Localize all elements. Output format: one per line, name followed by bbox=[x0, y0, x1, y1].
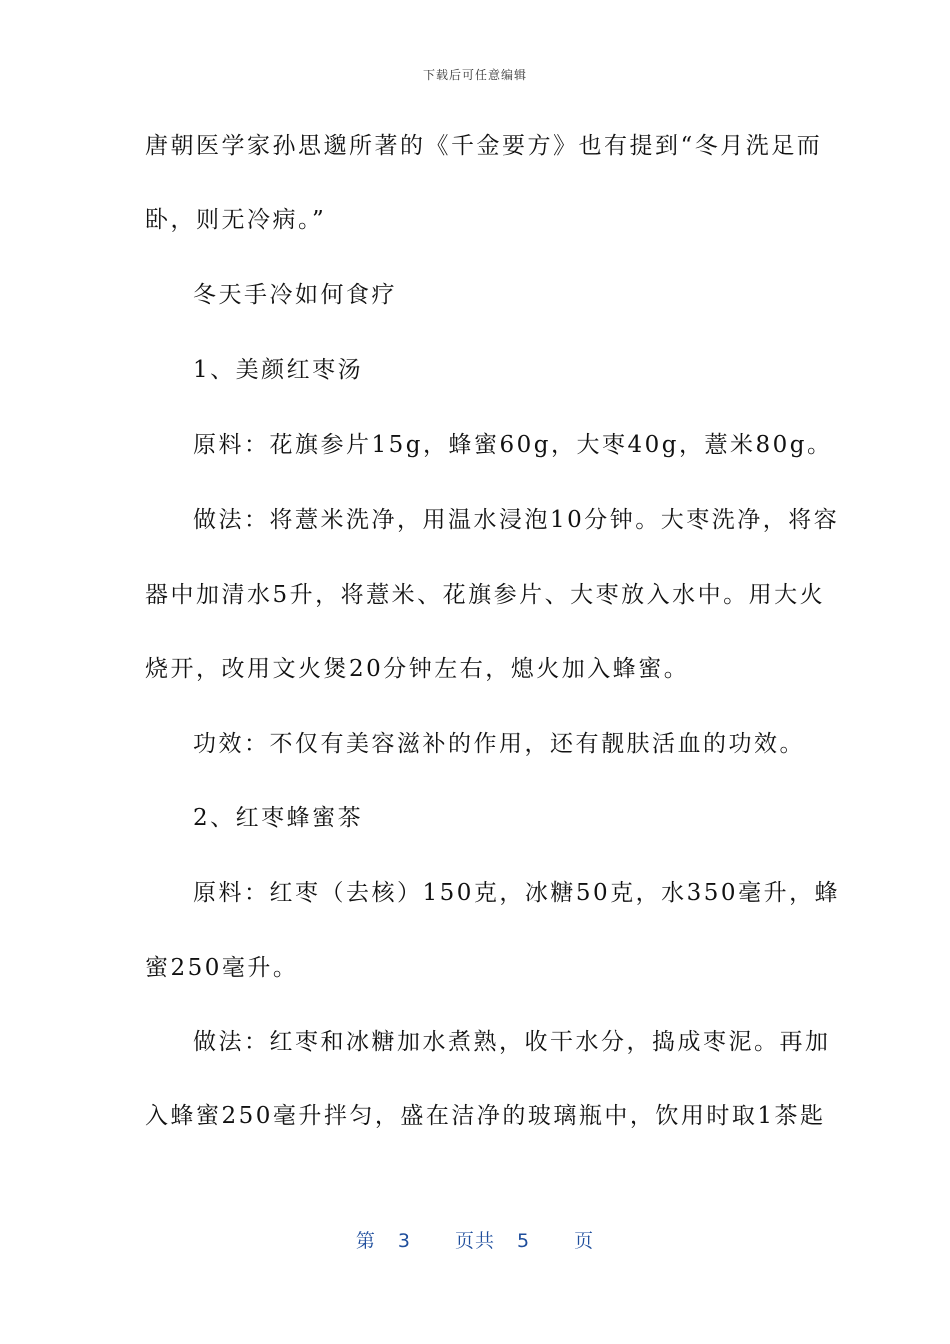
body-line: 烧开，改用文火煲20分钟左右，熄火加入蜂蜜。 bbox=[145, 656, 690, 682]
body-line: 蜜250毫升。 bbox=[145, 955, 299, 981]
section-heading: 冬天手冷如何食疗 bbox=[193, 282, 397, 308]
total-pages-number: 5 bbox=[517, 1230, 531, 1252]
body-line: 原料：花旗参片15g，蜂蜜60g，大枣40g，薏米80g。 bbox=[193, 432, 833, 458]
body-line: 做法：将薏米洗净，用温水浸泡10分钟。大枣洗净，将容 bbox=[193, 507, 840, 533]
body-line: 唐朝医学家孙思邈所著的《千金要方》也有提到“冬月洗足而 bbox=[145, 133, 823, 159]
footer-prefix: 第 bbox=[355, 1230, 376, 1252]
recipe-title: 1、美颜红枣汤 bbox=[193, 357, 364, 383]
recipe-title: 2、红枣蜂蜜茶 bbox=[193, 805, 364, 831]
body-line: 功效：不仅有美容滋补的作用，还有靓肤活血的功效。 bbox=[193, 731, 805, 757]
footer-middle: 页共 bbox=[454, 1230, 495, 1252]
body-line: 卧，则无冷病。” bbox=[145, 207, 327, 233]
body-line: 器中加清水5升，将薏米、花旗参片、大枣放入水中。用大火 bbox=[145, 582, 826, 608]
current-page-number: 3 bbox=[397, 1230, 411, 1252]
page-header: 下载后可任意编辑 bbox=[422, 68, 527, 82]
body-line: 入蜂蜜250毫升拌匀，盛在洁净的玻璃瓶中，饮用时取1茶匙 bbox=[145, 1103, 826, 1129]
body-line: 做法：红枣和冰糖加水煮熟，收干水分，捣成枣泥。再加 bbox=[193, 1029, 831, 1055]
page-footer bbox=[0, 1226, 950, 1253]
footer-suffix: 页 bbox=[574, 1230, 595, 1252]
body-line: 原料：红枣（去核）150克，冰糖50克，水350毫升，蜂 bbox=[193, 880, 841, 906]
